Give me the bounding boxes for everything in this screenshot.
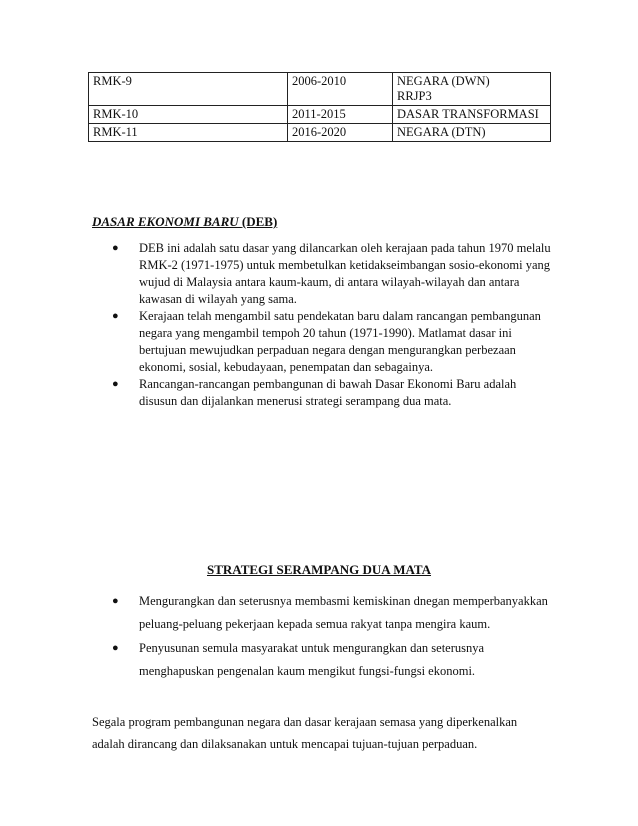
policy-line: NEGARA (DTN) [397,125,486,139]
list-item-text: Kerajaan telah mengambil satu pendekatan baru dalam rancangan pembangunan negara yang mengambil tempoh 20 tahun (1971-1990). Matlamat dasar ini bertujuan mewujudkan perpaduan negara dengan mengurangkan perbezaan ekonomi, sosial, kebudayaan, penempatan dan sebagainya. [139,309,541,374]
deb-heading [92,214,277,230]
list-item-text: Penyusunan semula masyarakat untuk mengurangkan dan seterusnya menghapuskan pengenalan kaum mengikut fungsi-fungsi ekonomi. [139,641,485,678]
period-cell: 2006-2010 [288,73,393,106]
table-row [89,124,551,142]
policy-cell [393,124,551,142]
list-item [112,376,552,410]
deb-bullet-list [112,240,552,410]
list-item [112,240,552,308]
deb-heading-abbrev: (DEB) [241,214,278,229]
bullet-icon: ● [112,595,119,607]
period-cell: 2011-2015 [288,106,393,124]
policy-line: NEGARA (DWN) [397,74,490,88]
strategy-heading: STRATEGI SERAMPANG DUA MATA [206,562,432,577]
list-item-text: Rancangan-rancangan pembangunan di bawah Dasar Ekonomi Baru adalah disusun dan dijalankan menerusi strategi serampang dua mata. [139,377,517,408]
closing-paragraph: Segala program pembangunan negara dan dasar kerajaan semasa yang diperkenalkan adalah dirancang dan dilaksanakan untuk mencapai tujuan-tujuan perpaduan. [92,715,518,751]
bullet-icon: ● [112,378,119,390]
bullet-icon: ● [112,310,119,322]
rmk-table [88,72,551,142]
list-item-text: DEB ini adalah satu dasar yang dilancarkan oleh kerajaan pada tahun 1970 melalu RMK-2 (1971-1975) untuk membetulkan ketidakseimbangan sosio-ekonomi yang wujud di Malaysia antara kaum-kaum, di antara wilayah-wilayah dan antara kawasan di wilayah yang sama. [139,241,551,306]
policy-cell [393,106,551,124]
policy-line: RRJP3 [397,89,432,103]
table-row [89,106,551,124]
plan-cell: RMK-10 [89,106,288,124]
period-cell: 2016-2020 [288,124,393,142]
deb-heading-italic: DASAR EKONOMI BARU [92,214,242,229]
list-item [112,308,552,376]
policy-cell [393,73,551,106]
strategy-bullet-list [112,590,552,684]
list-item-text: Mengurangkan dan seterusnya membasmi kemiskinan dnegan memperbanyakkan peluang-peluang pekerjaan kepada semua rakyat tanpa mengira kaum. [139,594,548,631]
plan-cell: RMK-9 [89,73,288,106]
table-row [89,73,551,106]
list-item [112,637,552,683]
list-item [112,590,552,636]
bullet-icon: ● [112,642,119,654]
plan-cell: RMK-11 [89,124,288,142]
policy-line: DASAR TRANSFORMASI [397,107,539,121]
bullet-icon: ● [112,242,119,254]
